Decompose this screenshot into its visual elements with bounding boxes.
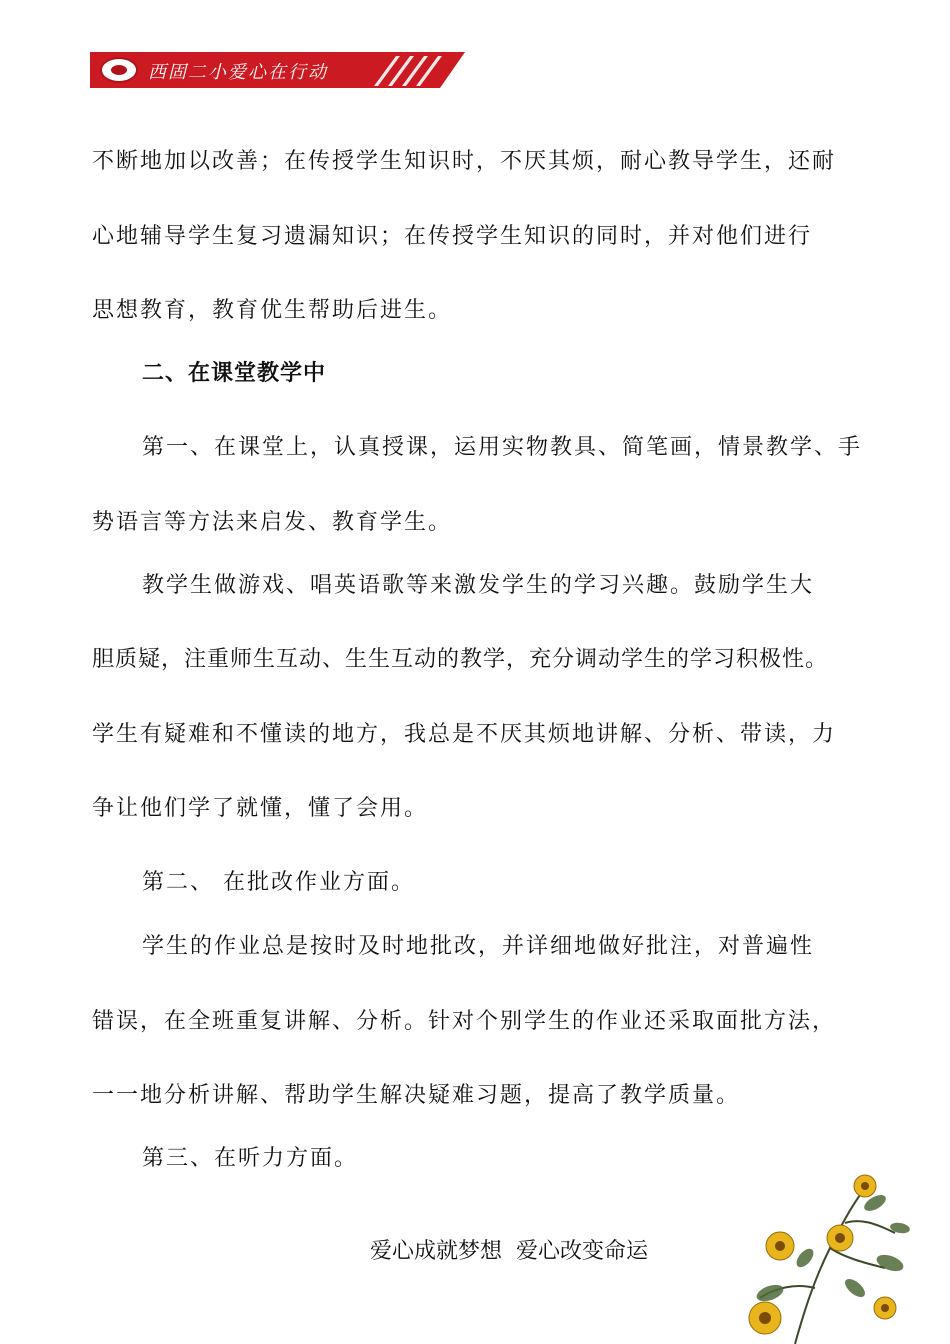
section-heading: 二、在课堂教学中 [142, 361, 327, 386]
banner-title: 西固二小爱心在行动 [148, 62, 328, 83]
paragraph-line: 势语言等方法来启发、教育学生。 [92, 510, 453, 535]
paragraph-line: 争让他们学了就懂，懂了会用。 [92, 796, 429, 821]
header-banner [90, 52, 465, 88]
paragraph-line: 不断地加以改善；在传授学生知识时，不厌其烦，耐心教导学生，还耐 [92, 149, 837, 174]
footer-motto: 爱心成就梦想 爱心改变命运 [370, 1239, 648, 1264]
paragraph-line: 第二、 在批改作业方面。 [142, 870, 415, 895]
paragraph-line: 心地辅导学生复习遗漏知识；在传授学生知识的同时，并对他们进行 [92, 224, 813, 249]
paragraph-line: 思想教育，教育优生帮助后进生。 [92, 298, 453, 323]
school-logo-icon [100, 57, 138, 83]
paragraph-line: 学生有疑难和不懂读的地方，我总是不厌其烦地讲解、分析、带读，力 [92, 722, 837, 747]
paragraph-line: 胆质疑，注重师生互动、生生互动的教学，充分调动学生的学习积极性。 [92, 647, 829, 672]
paragraph-line: 错误，在全班重复讲解、分析。针对个别学生的作业还采取面批方法， [92, 1009, 837, 1034]
paragraph-line: 第一、在课堂上，认真授课，运用实物教具、简笔画，情景教学、手 [142, 435, 863, 460]
paragraph-line: 一一地分析讲解、帮助学生解决疑难习题，提高了教学质量。 [92, 1083, 741, 1108]
paragraph-line: 学生的作业总是按时及时地批改，并详细地做好批注，对普遍性 [142, 934, 815, 959]
chrysanthemum-decoration-icon [735, 1168, 915, 1344]
paragraph-line: 第三、在听力方面。 [142, 1146, 359, 1171]
paragraph-line: 教学生做游戏、唱英语歌等来激发学生的学习兴趣。鼓励学生大 [142, 573, 815, 598]
